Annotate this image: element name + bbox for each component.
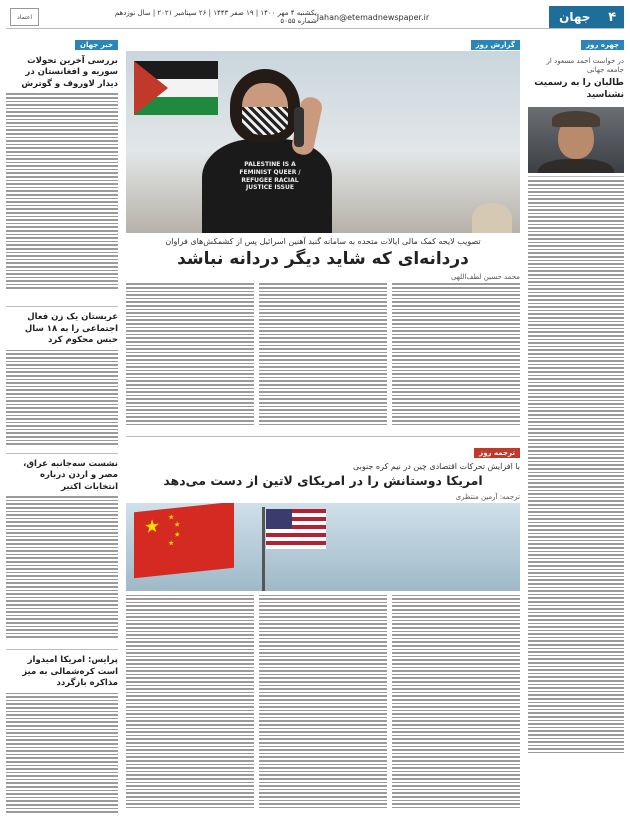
left-headline-3: نشست سه‌جانبه عراق، مصر و اردن درباره انتخابات اکتبر: [23, 458, 118, 492]
microphone-icon: [294, 107, 304, 147]
right-column-kicker: در خواست احمد مسعود از جامعه جهانی: [546, 57, 624, 75]
page-number: ۴: [600, 6, 624, 28]
right-column-headline: طالبان را به رسمیت نشناسید: [534, 78, 624, 101]
left-headline-2: عربستان یک زن فعال اجتماعی را به ۱۸ سال حبس محکوم کرد: [24, 312, 118, 346]
second-story-tag: ترجمه روز: [474, 448, 520, 458]
second-story-byline: ترجمه: آرمین منتظری: [455, 492, 520, 501]
second-story-headline: امریکا دوستانش را در امریکای لاتین از دست می‌دهد: [163, 473, 483, 489]
main-story-body: [126, 283, 520, 433]
left-column-tag: خبر جهان: [75, 40, 118, 50]
us-flag-icon: [266, 509, 326, 549]
protest-photo: [126, 51, 520, 233]
speaker-figure: [196, 69, 336, 233]
left-column: [6, 32, 118, 814]
main-story-byline: محمد حسین لطف‌اللهی: [450, 273, 520, 282]
second-story-body: [126, 595, 520, 814]
second-story-kicker: با افزایش تحرکات اقتصادی چین در نیم کره جنوبی: [353, 462, 520, 472]
china-flag-icon: ★ ★ ★ ★ ★: [134, 503, 234, 578]
left-headline-1: بررسی آخرین تحولات سوریه و افغانستان در دیدار لاوروف و گوترش: [21, 56, 118, 89]
left-headline-4: پرایس: امریکا امیدوار است کره‌شمالی به میز مذاکره بازگردد: [22, 655, 118, 689]
main-story-tag: گزارش روز: [471, 40, 520, 50]
right-column: [528, 32, 624, 814]
right-column-text: [528, 180, 624, 814]
section-title: جهان: [549, 6, 600, 28]
main-story-headline: دردانه‌ای که شاید دیگر دردانه نباشد: [177, 249, 469, 270]
dateline: یکشنبه ۴ مهر ۱۴۰۰ | ۱۹ صفر ۱۴۴۳ | ۲۶ سپتامبر ۲۰۲۱ | سال نوزدهم شماره ۵۰۵۵: [114, 9, 317, 25]
flags-photo: [126, 503, 520, 591]
center-section: [126, 32, 520, 814]
page-header: [6, 6, 624, 29]
section-email[interactable]: Jahan@etemadnewspaper.ir: [316, 12, 430, 22]
portrait-photo: [528, 107, 624, 173]
main-story-caption: تصویب لایحه کمک مالی ایالات متحده به سامانه گنبد آهنین اسرائیل پس از کشمکش‌های فراوان: [165, 237, 481, 246]
right-column-tag: چهره روز: [581, 40, 624, 50]
newspaper-logo: اعتماد: [10, 8, 39, 26]
shirt-text: PALESTINE IS A FEMINIST QUEER / REFUGEE RACIAL JUSTICE ISSUE: [239, 161, 301, 192]
